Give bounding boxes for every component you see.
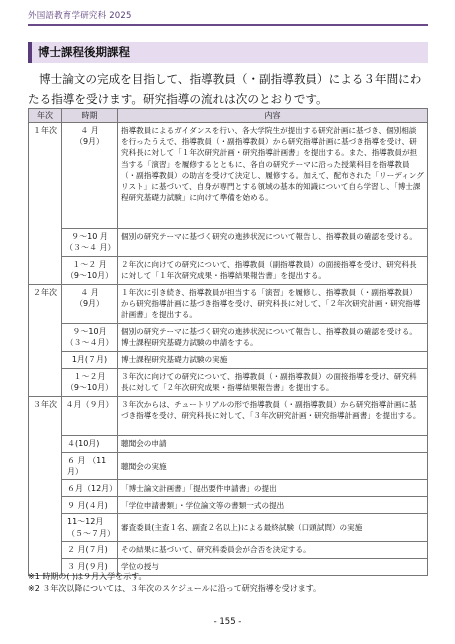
year-cell: ２年次 [29,285,62,397]
table-row [29,369,428,397]
header-period: 時期 [62,109,118,123]
header-content: 内容 [118,109,428,123]
period-cell: ９～10 月 （３～４ 月） [62,229,118,257]
period-cell: ４ 月 （9月） [62,285,118,324]
running-header [28,9,428,26]
period-cell: 11～12月 （５～７月） [62,514,118,541]
table-row [29,480,428,497]
footnote-1: ※1 時期の( )は９月入学を示す。 [28,572,147,581]
table-header-row [29,109,428,123]
schedule-table [28,108,428,576]
period-cell: １～２ 月 （9～10月） [62,257,118,285]
period-cell: ４ 月 （9月） [62,123,118,229]
table-row [29,123,428,229]
footnote-2: ※2 ３年次以降については、３年次のスケジュールに沿って研究指導を受けます。 [28,584,322,593]
content-cell: 「学位申請書類」・学位論文等の書類一式の提出 [118,497,428,514]
content-cell: １年次に引き続き、指導教員が担当する「演習」を履修し、指導教員（・副指導教員）から研究指導計画に基づき指導を受け、研究科長に対して、「２年次研究計画・研究指導計画書」を提出する。 [118,285,428,324]
period-cell: ３ 月(９月) [62,558,118,575]
period-cell: 1月(７月) [62,352,118,369]
table-row [29,324,428,352]
header-rule [28,24,428,26]
content-cell: ３年次に向けての研究について、指導教員（・副指導教員）の面接指導を受け、研究科長に対して「２年次研究成果・指導結果報告書」を提出する。 [118,369,428,397]
year-cell: １年次 [29,123,62,285]
section-heading [28,42,428,63]
year-cell: ３年次 [29,397,62,576]
page-number: - 155 - [213,617,242,627]
content-cell: ３年次からは、チュートリアルの形で指導教員（・副指導教員）から研究指導計画に基づき指導を受け、研究科長に対して、「３年次研究計画・研究指導計画書」を提出する。 [118,397,428,436]
period-cell: ４(10月) [62,436,118,453]
content-cell: 「博士論文計画書」「提出要件申請書」の提出 [118,480,428,497]
content-cell: ２年次に向けての研究について、指導教員（副指導教員）の面接指導を受け、研究科長に対して「１年次研究成果・指導結果報告書」を提出する。 [118,257,428,285]
section-title: 博士課程後期課程 [38,45,130,59]
content-cell: その結果に基づいて、研究科委員会が合否を決定する。 [118,541,428,558]
content-cell: 学位の授与 [118,558,428,575]
period-cell: ９～10月 （３～４月） [62,324,118,352]
content-cell: 個別の研究テーマに基づく研究の進捗状況について報告し、指導教員の確認を受ける。博士課程研究基礎力試験の申請をする。 [118,324,428,352]
period-cell: ６月（12月） [62,480,118,497]
header-year: 年次 [29,109,62,123]
content-cell: 個別の研究テーマに基づく研究の進捗状況について報告し、指導教員の確認を受ける。 [118,229,428,257]
period-cell: １～２月 （9～10月） [62,369,118,397]
table-row [29,453,428,480]
table-row [29,229,428,257]
content-cell: 審査委員(主査１名、副査２名以上)による最終試験（口頭試問）の実施 [118,514,428,541]
content-cell: 聴聞会の実施 [118,453,428,480]
period-cell: ６ 月 （11月） [62,453,118,480]
header-text: 外国語教育学研究科 2025 [28,11,132,21]
content-cell: 指導教員によるガイダンスを行い、各大学院生が提出する研究計画に基づき、個別相談を行ったうえで、指導教員（・副指導教員）から研究指導計画に基づき指導を受け、研究科長に対して「１年次研究計画・研究指導計画書」を提出する。また、指導教員が担当する「演習」を履修するとともに、各自の研究テーマに沿った授業科目を指導教員（・副指導教員）の助言を受けて決定し、履修する。加えて、配布された「リーディングリスト」に基づいて、自身が専門とする領域の基本的知識について自ら学習し、「博士課程研究基礎力試験」に向けて準備を始める。 [118,123,428,229]
table-row [29,257,428,285]
table-row [29,541,428,558]
period-cell: ４月（９月） [62,397,118,436]
period-cell: ９ 月(４月) [62,497,118,514]
table-row [29,514,428,541]
intro-paragraph: 博士論文の完成を目指して、指導教員（・副指導教員）による３年間にわたる指導を受けます。研究指導の流れは次のとおりです。 [28,72,422,106]
table-row [29,352,428,369]
footnotes [28,571,430,595]
period-cell: ２ 月(７月) [62,541,118,558]
table-row [29,285,428,324]
content-cell: 聴聞会の申請 [118,436,428,453]
content-cell: 博士課程研究基礎力試験の実施 [118,352,428,369]
table-row [29,436,428,453]
table-row [29,397,428,436]
table-row [29,497,428,514]
